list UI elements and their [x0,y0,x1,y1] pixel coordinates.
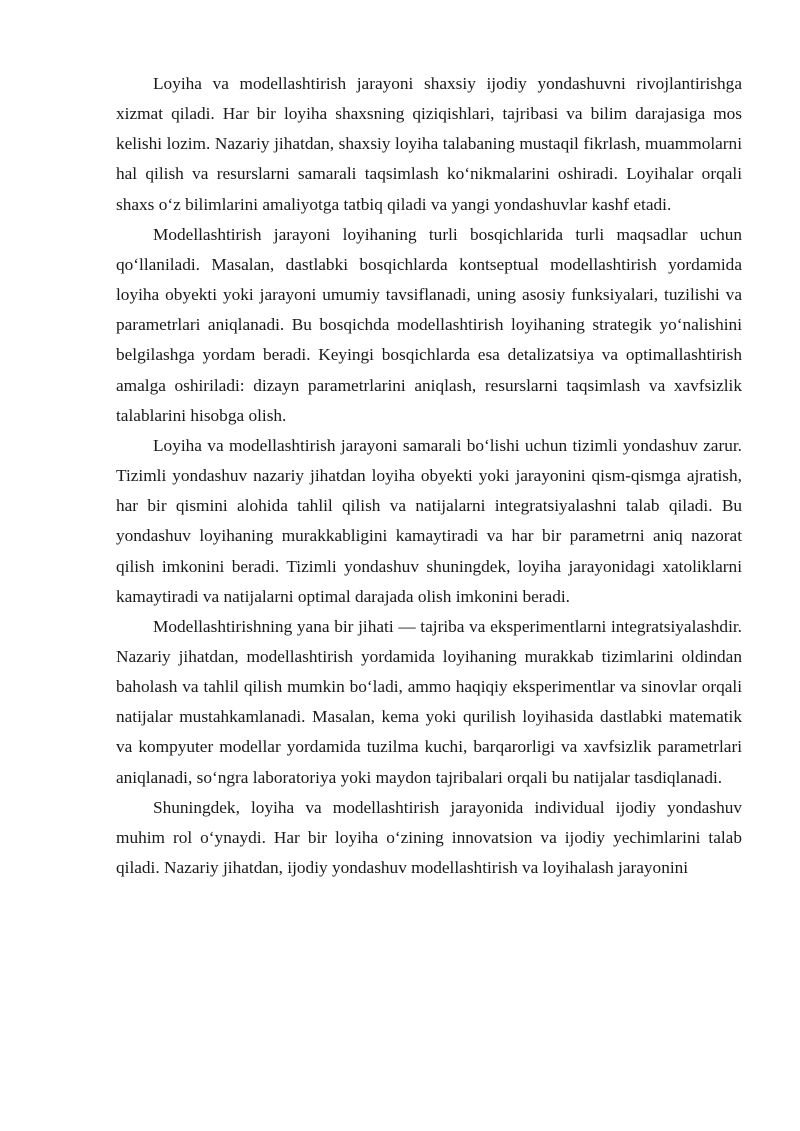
document-body [116,69,742,883]
paragraph-5: Shuningdek, loyiha va modellashtirish jarayonida individual ijodiy yondashuv muhim rol o‘ynaydi. Har bir loyiha o‘zining innovatsion va ijodiy yechimlarini talab qiladi. Nazariy jihatdan, ijodiy yondashuv modellashtirish va loyihalash jarayonini [116,797,742,878]
paragraph-4: Modellashtirishning yana bir jihati — tajriba va eksperimentlarni integratsiyalashdir. Nazariy jihatdan, modellashtirish yordamida loyihaning murakkab tizimlarini oldindan baholash va tahlil qilish mumkin bo‘ladi, ammo haqiqiy eksperimentlar va sinovlar orqali natijalar mustahkamlanadi. Masalan, kema yoki qurilish loyihasida dastlabki matematik va kompyuter modellar yordamida tuzilma kuchi, barqarorligi va xavfsizlik parametrlari aniqlanadi, so‘ngra laboratoriya yoki maydon tajribalari orqali bu natijalar tasdiqlanadi. [116,616,742,787]
paragraph-2: Modellashtirish jarayoni loyihaning turli bosqichlarida turli maqsadlar uchun qo‘llaniladi. Masalan, dastlabki bosqichlarda kontseptual modellashtirish yordamida loyiha obyekti yoki jarayoni umumiy tavsiflanadi, uning asosiy funksiyalari, tuzilishi va parametrlari aniqlanadi. Bu bosqichda modellashtirish loyihaning strategik yo‘nalishini belgilashga yordam beradi. Keyingi bosqichlarda esa detalizatsiya va optimallashtirish amalga oshiriladi: dizayn parametrlarini aniqlash, resurslarni taqsimlash va xavfsizlik talablarini hisobga olish. [116,224,742,425]
paragraph-1: Loyiha va modellashtirish jarayoni shaxsiy ijodiy yondashuvni rivojlantirishga xizmat qiladi. Har bir loyiha shaxsning qiziqishlari, tajribasi va bilim darajasiga mos kelishi lozim. Nazariy jihatdan, shaxsiy loyiha talabaning mustaqil fikrlash, muammolarni hal qilish va resurslarni samarali taqsimlash ko‘nikmalarini oshiradi. Loyihalar orqali shaxs o‘z bilimlarini amaliyotga tatbiq qiladi va yangi yondashuvlar kashf etadi. [116,74,742,214]
paragraph-3: Loyiha va modellashtirish jarayoni samarali bo‘lishi uchun tizimli yondashuv zarur. Tizimli yondashuv nazariy jihatdan loyiha obyekti yoki jarayonini qism-qismga ajratish, har bir qismini alohida tahlil qilish va natijalarni integratsiyalashni talab qiladi. Bu yondashuv loyihaning murakkabligini kamaytiradi va har bir parametrni aniq nazorat qilish imkonini beradi. Tizimli yondashuv shuningdek, loyiha jarayonidagi xatoliklarni kamaytiradi va natijalarni optimal darajada olish imkonini beradi. [116,435,742,606]
